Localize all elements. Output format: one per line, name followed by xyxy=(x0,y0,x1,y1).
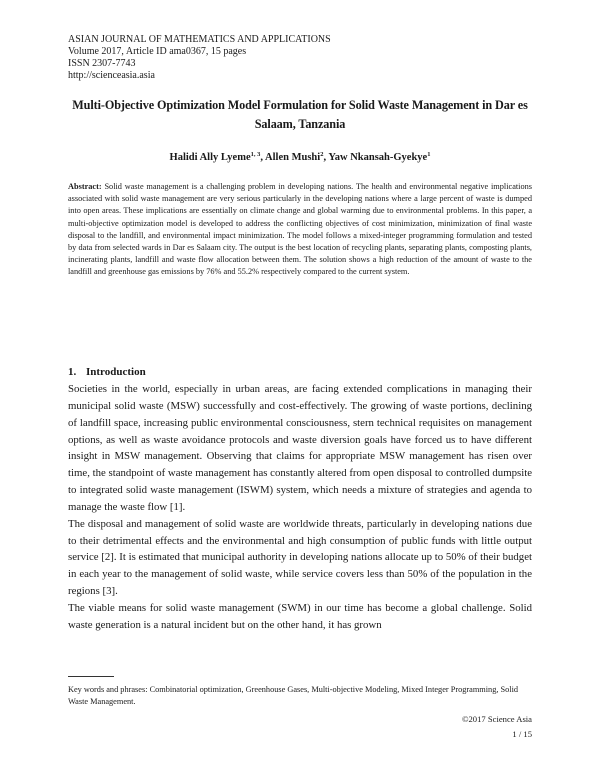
author xyxy=(328,152,430,163)
paragraph: The disposal and management of solid waste are worldwide threats, particularly in developing nations due to their detrimental effects and the environmental and high consumption of public funds with little output service [2]. It is estimated that municipal authority in developing nations allocate up to 50% of their budget in each year to the management of solid waste, while service covers less than 50% of the population in the regions [3]. xyxy=(68,517,532,598)
paper-title: Multi-Objective Optimization Model Formulation for Solid Waste Management in Dar es Salaam, Tanzania xyxy=(72,98,528,131)
copyright: ©2017 Science Asia xyxy=(461,714,532,724)
author-name: Yaw Nkansah-Gyekye xyxy=(328,152,428,163)
author-list xyxy=(66,152,534,164)
section-title: Introduction xyxy=(86,366,146,378)
author-separator: , xyxy=(260,152,266,163)
author-name: Halidi Ally Lyeme xyxy=(169,152,251,163)
section-number: 1. xyxy=(68,366,77,378)
paragraph: The viable means for solid waste management (SWM) in our time has become a global challenge. Solid waste generation is a natural incident but on the other hand, it has grown xyxy=(68,601,532,631)
abstract-label: Abstract: xyxy=(68,182,102,191)
volume-info: Volume 2017, Article ID ama0367, 15 pages xyxy=(68,46,247,57)
paragraph: Societies in the world, especially in urban areas, are facing extended complications in managing their municipal solid waste (MSW) successfully and cost-effectively. The growing of waste portions, declining of landfill space, increasing public environmental consciousness, stern technical requisites on management options, as well as waste avoidance protocols and waste diversion goals have forced us to have different insight in MSW management. Observing that claims for appropriate MSW management has risen over time, the standpoint of waste management has constantly altered from open disposal to controlled dumpsite to integrated solid waste management (ISWM) system, which needs a mixture of strategies and agenda to manage the waste flow [1]. xyxy=(68,383,532,513)
keywords-footnote: Key words and phrases: Combinatorial optimization, Greenhouse Gases, Multi-objective Modeling, Mixed Integer Programming, Solid Waste Management. xyxy=(68,685,519,707)
author-affiliation: 1 xyxy=(427,151,431,158)
journal-name: ASIAN JOURNAL OF MATHEMATICS AND APPLICATIONS xyxy=(68,34,331,45)
author-separator: , xyxy=(323,152,329,163)
journal-header xyxy=(68,34,331,82)
page-number: 1 / 15 xyxy=(512,729,532,739)
footnote-divider xyxy=(68,676,114,677)
abstract-text: Solid waste management is a challenging problem in developing nations. The health and environmental negative implications associated with solid waste management are very serious particularly in the developing nations where a large percent of waste is dumped into open areas. These implications are essentially on climate change and global warming due to environmental problems. In this paper, a multi-objective optimization model is developed to address the conflicting objectives of cost minimization, minimization of final waste disposal to the landfill, and environmental impact minimization. The model follows a mixed-integer programming formulation and tested by data from selected wards in Dar es Salaam city. The output is the best location of recycling plants, separating plants, composting plants, incinerating plants, landfill and waste flow allocation between them. The solution shows a high reduction of the amount of waste to the landfill and greenhouse gas emissions by 76% and 55.2% respectively compared to the current system. xyxy=(68,182,533,277)
author xyxy=(170,152,266,163)
author xyxy=(265,152,328,163)
journal-url[interactable]: http://scienceasia.asia xyxy=(68,70,155,81)
body-text xyxy=(68,381,532,634)
author-affiliation: 1, 3 xyxy=(250,151,261,158)
issn: ISSN 2307-7743 xyxy=(68,58,136,69)
author-name: Allen Mushi xyxy=(265,152,321,163)
author-affiliation: 2 xyxy=(320,151,324,158)
section-heading xyxy=(68,366,146,379)
abstract xyxy=(68,181,532,279)
